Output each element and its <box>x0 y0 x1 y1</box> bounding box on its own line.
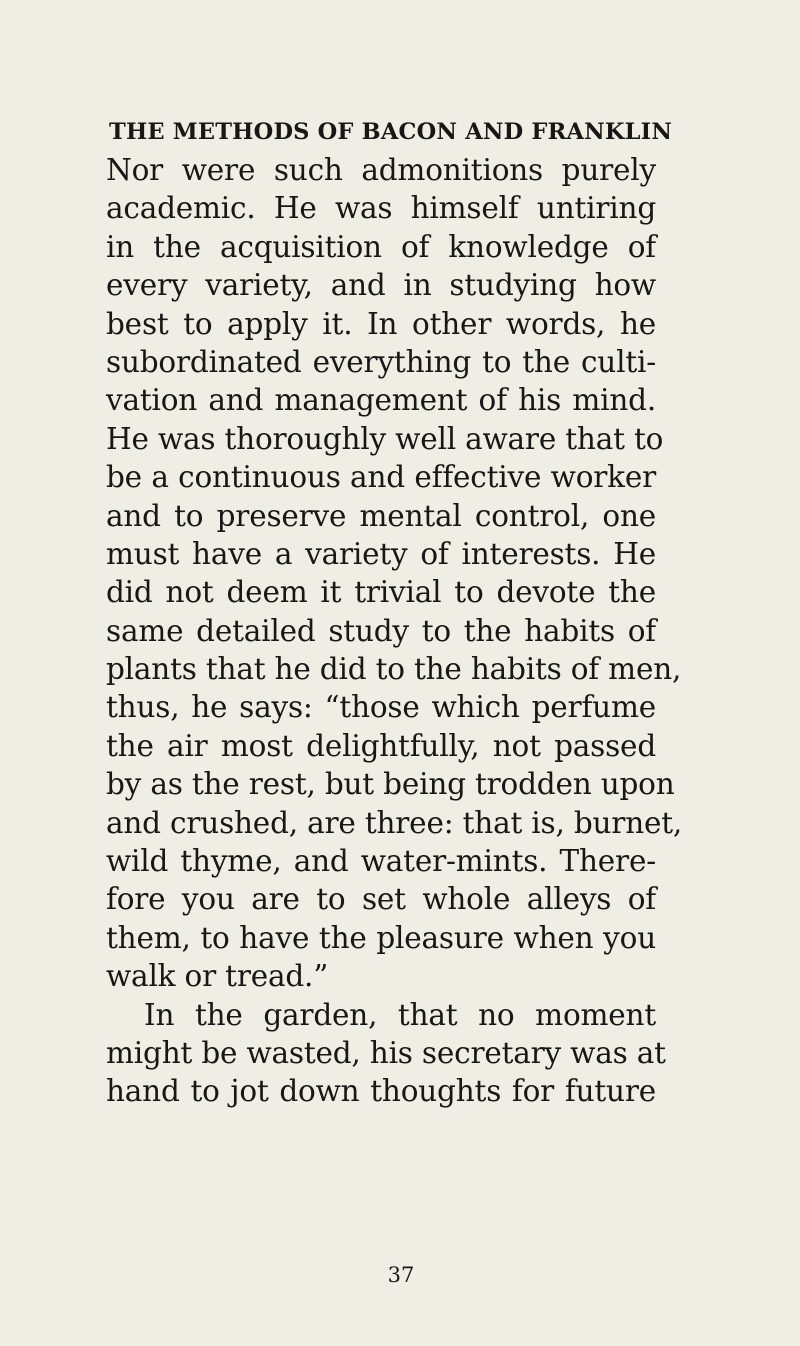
text-line: subordinated everything to the culti- <box>106 344 656 379</box>
text-line: the air most delightfully, not passed <box>106 728 656 763</box>
text-line: thus, he says: “those which perfume <box>106 690 656 725</box>
text-line: He was thoroughly well aware that to <box>106 421 664 456</box>
page-number: 37 <box>387 1263 415 1287</box>
text-line: and crushed, are three: that is, burnet, <box>106 805 683 840</box>
text-line: must have a variety of interests. He <box>106 536 656 571</box>
text-line: wild thyme, and water-mints. There- <box>106 844 656 879</box>
text-line: plants that he did to the habits of men, <box>106 652 682 687</box>
body-text <box>106 151 683 1111</box>
text-line: same detailed study to the habits of <box>106 613 656 648</box>
text-line: Nor were such admonitions purely <box>106 153 656 187</box>
text-line: walk or tread.” <box>106 959 329 994</box>
text-line: might be wasted, his secretary was at <box>106 1035 666 1070</box>
text-line: best to apply it. In other words, he <box>106 306 656 341</box>
running-head: THE METHODS OF BACON AND FRANKLIN <box>109 119 673 145</box>
text-line: vation and management of his mind. <box>106 383 656 418</box>
text-line: every variety, and in studying how <box>106 268 656 303</box>
text-line: in the acquisition of knowledge of <box>106 229 656 264</box>
text-line: and to preserve mental control, one <box>106 498 656 533</box>
text-line: fore you are to set whole alleys of <box>106 882 656 917</box>
text-line: In the garden, that no moment <box>144 997 656 1032</box>
text-line: be a continuous and effective worker <box>106 460 656 495</box>
text-line: did not deem it trivial to devote the <box>106 575 656 610</box>
text-line: academic. He was himself untiring <box>106 191 656 226</box>
text-line: them, to have the pleasure when you <box>106 920 656 955</box>
text-line: hand to jot down thoughts for future <box>106 1074 656 1109</box>
text-line: by as the rest, but being trodden upon <box>106 767 675 802</box>
